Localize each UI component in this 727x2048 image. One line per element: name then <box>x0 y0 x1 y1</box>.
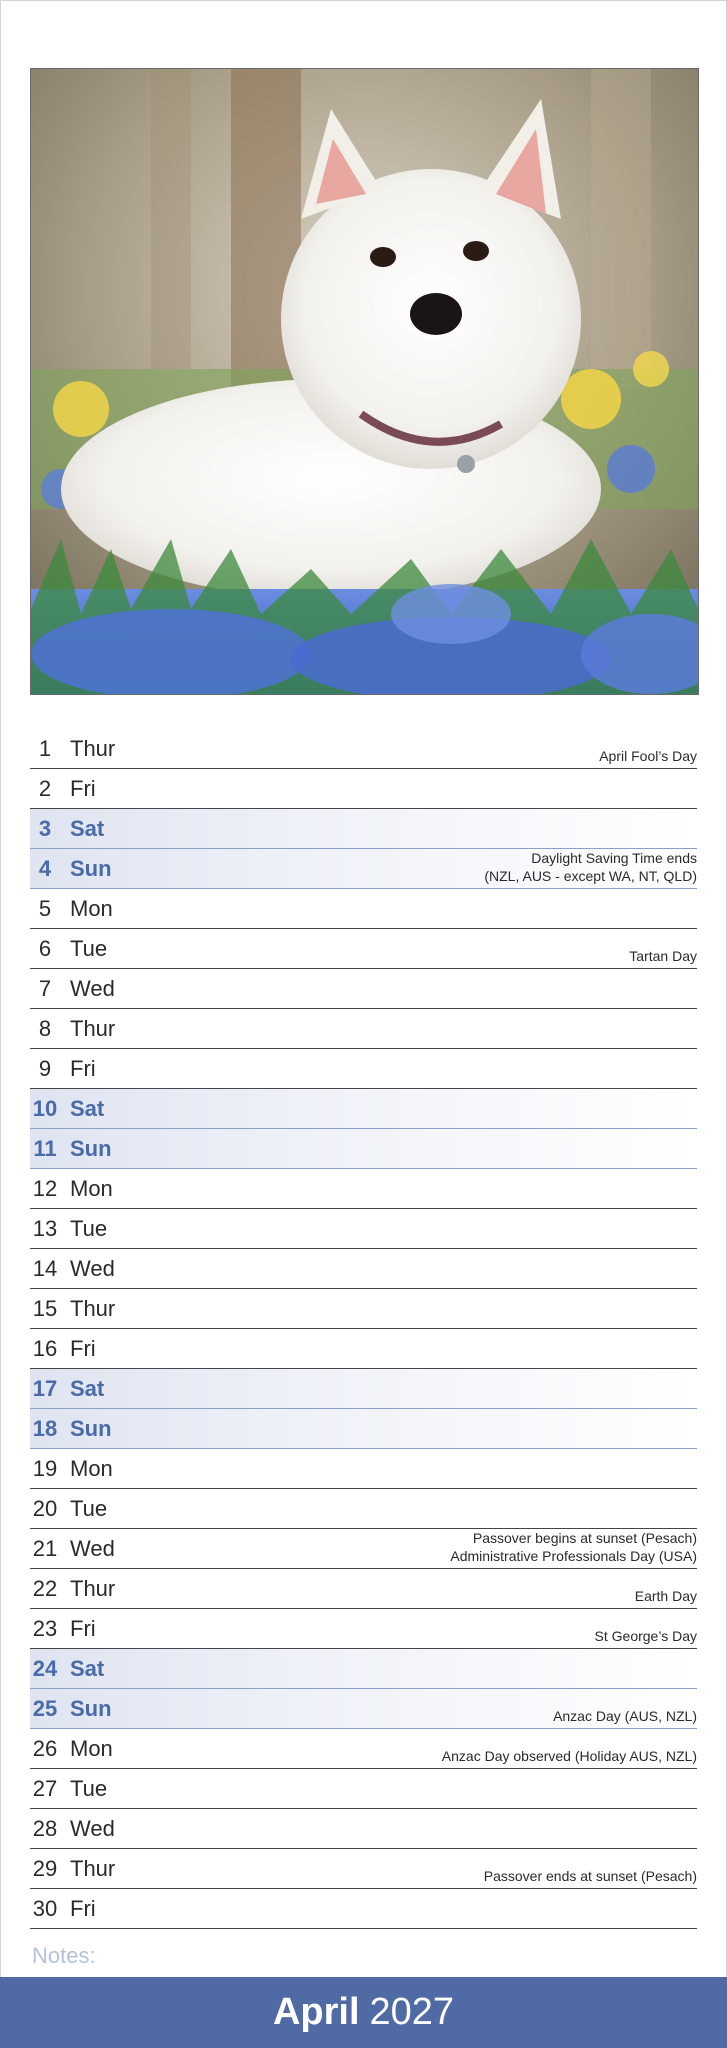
day-number: 12 <box>32 1175 58 1201</box>
day-row <box>30 1289 697 1329</box>
day-row <box>30 1129 697 1169</box>
day-name: Wed <box>70 975 115 1001</box>
day-name: Wed <box>70 1815 115 1841</box>
day-name: Sun <box>70 1415 112 1441</box>
day-name: Tue <box>70 1215 108 1241</box>
day-number: 13 <box>32 1215 58 1241</box>
day-events <box>595 1627 697 1645</box>
day-name: Wed <box>70 1255 115 1281</box>
day-row <box>30 809 697 849</box>
dog-photo <box>30 68 699 695</box>
day-row <box>30 1729 697 1769</box>
day-row <box>30 1849 697 1889</box>
day-number: 4 <box>38 855 52 881</box>
event-label: Daylight Saving Time ends <box>531 850 697 866</box>
day-number: 26 <box>32 1735 58 1761</box>
day-row <box>30 1009 697 1049</box>
day-name: Sun <box>70 855 112 881</box>
day-events <box>484 1867 697 1885</box>
day-name: Sun <box>70 1135 112 1161</box>
day-number: 23 <box>32 1615 58 1641</box>
day-number: 25 <box>32 1695 58 1721</box>
day-number: 17 <box>32 1375 58 1401</box>
day-name: Sat <box>70 1375 105 1401</box>
day-row <box>30 1649 697 1689</box>
day-number: 1 <box>38 735 52 761</box>
day-events <box>599 747 697 765</box>
day-number: 19 <box>32 1455 58 1481</box>
event-label: St George’s Day <box>594 1628 697 1644</box>
day-number: 6 <box>38 935 52 961</box>
calendar-days <box>30 729 697 1929</box>
day-name: Tue <box>70 1775 108 1801</box>
day-name: Thur <box>70 1575 116 1601</box>
day-number: 22 <box>32 1575 58 1601</box>
day-number: 5 <box>38 895 52 921</box>
event-label: Earth Day <box>634 1588 697 1604</box>
day-number: 8 <box>38 1015 52 1041</box>
month-footer <box>0 1977 727 2048</box>
event-label: Anzac Day observed (Holiday AUS, NZL) <box>441 1748 697 1764</box>
day-name: Tue <box>70 935 108 961</box>
day-number: 27 <box>32 1775 58 1801</box>
event-label: Anzac Day (AUS, NZL) <box>553 1708 697 1724</box>
day-name: Sat <box>70 815 105 841</box>
day-name: Mon <box>70 1455 113 1481</box>
day-row <box>30 1449 697 1489</box>
day-row <box>30 849 697 889</box>
day-row <box>30 969 697 1009</box>
day-name: Thur <box>70 1015 116 1041</box>
event-label: Administrative Professionals Day (USA) <box>450 1548 697 1564</box>
day-events <box>635 1587 697 1605</box>
day-row <box>30 1329 697 1369</box>
day-name: Tue <box>70 1495 108 1521</box>
day-row <box>30 769 697 809</box>
day-name: Mon <box>70 1735 113 1761</box>
day-row <box>30 1689 697 1729</box>
day-row <box>30 1529 697 1569</box>
day-number: 24 <box>32 1655 58 1681</box>
day-events <box>484 849 697 885</box>
day-row <box>30 1609 697 1649</box>
day-row <box>30 1409 697 1449</box>
day-row <box>30 1809 697 1849</box>
day-name: Thur <box>70 1855 116 1881</box>
day-number: 30 <box>32 1895 58 1921</box>
day-number: 18 <box>32 1415 58 1441</box>
day-row <box>30 1769 697 1809</box>
day-number: 20 <box>32 1495 58 1521</box>
day-name: Sat <box>70 1655 105 1681</box>
day-row <box>30 1209 697 1249</box>
day-name: Mon <box>70 895 113 921</box>
day-events <box>629 947 697 965</box>
event-label: Tartan Day <box>629 948 697 964</box>
day-name: Sat <box>70 1095 105 1121</box>
year: 2027 <box>369 1991 455 2033</box>
day-number: 14 <box>32 1255 58 1281</box>
event-label: Passover begins at sunset (Pesach) <box>472 1530 697 1546</box>
day-row <box>30 1249 697 1289</box>
day-number: 16 <box>32 1335 58 1361</box>
day-row <box>30 1569 697 1609</box>
day-number: 21 <box>32 1535 58 1561</box>
event-label: Passover ends at sunset (Pesach) <box>483 1868 697 1884</box>
day-number: 3 <box>38 815 52 841</box>
day-number: 11 <box>33 1135 57 1161</box>
day-events <box>553 1707 697 1725</box>
day-row <box>30 929 697 969</box>
day-row <box>30 889 697 929</box>
day-name: Sun <box>70 1695 112 1721</box>
month-name: April <box>272 1991 360 2033</box>
day-name: Thur <box>70 1295 116 1321</box>
day-number: 7 <box>38 975 52 1001</box>
day-name: Fri <box>70 1055 96 1081</box>
day-row <box>30 1369 697 1409</box>
day-number: 28 <box>32 1815 58 1841</box>
day-name: Fri <box>70 1335 96 1361</box>
event-label: April Fool’s Day <box>599 748 697 764</box>
day-name: Fri <box>70 1615 96 1641</box>
day-row <box>30 1089 697 1129</box>
day-name: Fri <box>70 775 96 801</box>
day-number: 10 <box>32 1095 58 1121</box>
day-number: 9 <box>38 1055 52 1081</box>
day-row <box>30 1489 697 1529</box>
day-number: 29 <box>32 1855 58 1881</box>
day-row <box>30 1889 697 1929</box>
notes-label: Notes: <box>32 1943 96 1968</box>
day-name: Thur <box>70 735 116 761</box>
day-events <box>450 1529 697 1565</box>
day-number: 15 <box>32 1295 58 1321</box>
day-row <box>30 1049 697 1089</box>
day-name: Fri <box>70 1895 96 1921</box>
day-name: Mon <box>70 1175 113 1201</box>
day-row <box>30 729 697 769</box>
day-row <box>30 1169 697 1209</box>
day-events <box>442 1747 697 1765</box>
day-number: 2 <box>38 775 52 801</box>
day-name: Wed <box>70 1535 115 1561</box>
event-label: (NZL, AUS - except WA, NT, QLD) <box>484 868 697 884</box>
